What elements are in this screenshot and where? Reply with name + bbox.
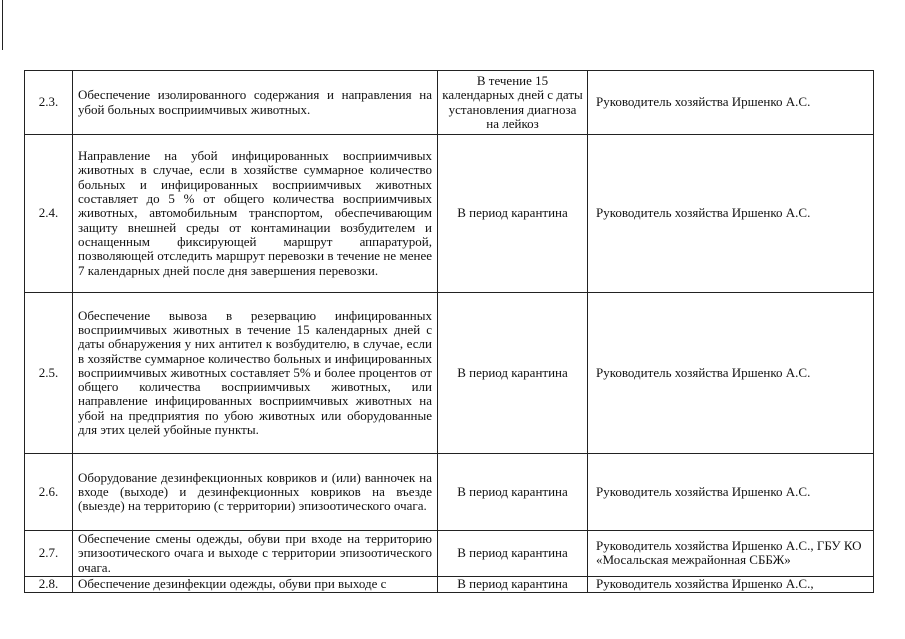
measure-term: В период карантина	[438, 576, 588, 592]
measure-responsible: Руководитель хозяйства Иршенко А.С.	[588, 293, 874, 454]
measure-responsible: Руководитель хозяйства Иршенко А.С., ГБУ КО «Мосальская межрайонная СББЖ»	[588, 531, 874, 577]
measure-term: В период карантина	[438, 454, 588, 531]
row-number: 2.3.	[25, 71, 73, 135]
page-edge-line	[2, 0, 3, 50]
table-row	[25, 293, 874, 454]
row-number: 2.6.	[25, 454, 73, 531]
measure-term: В течение 15 календарных дней с даты установления диагноза на лейкоз	[438, 71, 588, 135]
measure-responsible: Руководитель хозяйства Иршенко А.С.	[588, 135, 874, 293]
measure-description: Обеспечение дезинфекции одежды, обуви при выходе с	[73, 576, 438, 592]
measure-term: В период карантина	[438, 293, 588, 454]
measure-responsible: Руководитель хозяйства Иршенко А.С.,	[588, 576, 874, 592]
table-row	[25, 576, 874, 592]
table-row	[25, 71, 874, 135]
measure-description: Направление на убой инфицированных восприимчивых животных в случае, если в хозяйстве суммарное количество больных и инфицированных восприимчивых животных составляет до 5 % от общего количества восприимчивых животных, автомобильным транспортом, обеспечивающим защиту внешней среды от контаминации возбудителем и оснащенным фиксирующей маршрут аппаратурой, позволяющей отследить маршрут перевозки в течение не менее 7 календарных дней после дня завершения перевозки.	[73, 135, 438, 293]
table-row	[25, 454, 874, 531]
row-number: 2.8.	[25, 576, 73, 592]
measure-description: Обеспечение смены одежды, обуви при входе на территорию эпизоотического очага и выходе с территории эпизоотического очага.	[73, 531, 438, 577]
table-row	[25, 135, 874, 293]
measure-term: В период карантина	[438, 531, 588, 577]
measures-table	[24, 70, 874, 593]
row-number: 2.4.	[25, 135, 73, 293]
measure-responsible: Руководитель хозяйства Иршенко А.С.	[588, 71, 874, 135]
measure-responsible: Руководитель хозяйства Иршенко А.С.	[588, 454, 874, 531]
row-number: 2.5.	[25, 293, 73, 454]
table-row	[25, 531, 874, 577]
row-number: 2.7.	[25, 531, 73, 577]
measure-description: Оборудование дезинфекционных ковриков и (или) ванночек на входе (выходе) и дезинфекционных ковриков на въезде (выезде) на территорию (с территории) эпизоотического очага.	[73, 454, 438, 531]
measure-description: Обеспечение вывоза в резервацию инфицированных восприимчивых животных в течение 15 календарных дней с даты обнаружения у них антител к возбудителю, в случае, если в хозяйстве суммарное количество больных и инфицированных восприимчивых животных составляет 5% и более процентов от общего количества восприимчивых животных, или направление инфицированных восприимчивых животных на убой на предприятия по убою животных или оборудованные для этих целей убойные пункты.	[73, 293, 438, 454]
measure-term: В период карантина	[438, 135, 588, 293]
measure-description: Обеспечение изолированного содержания и направления на убой больных восприимчивых животных.	[73, 71, 438, 135]
